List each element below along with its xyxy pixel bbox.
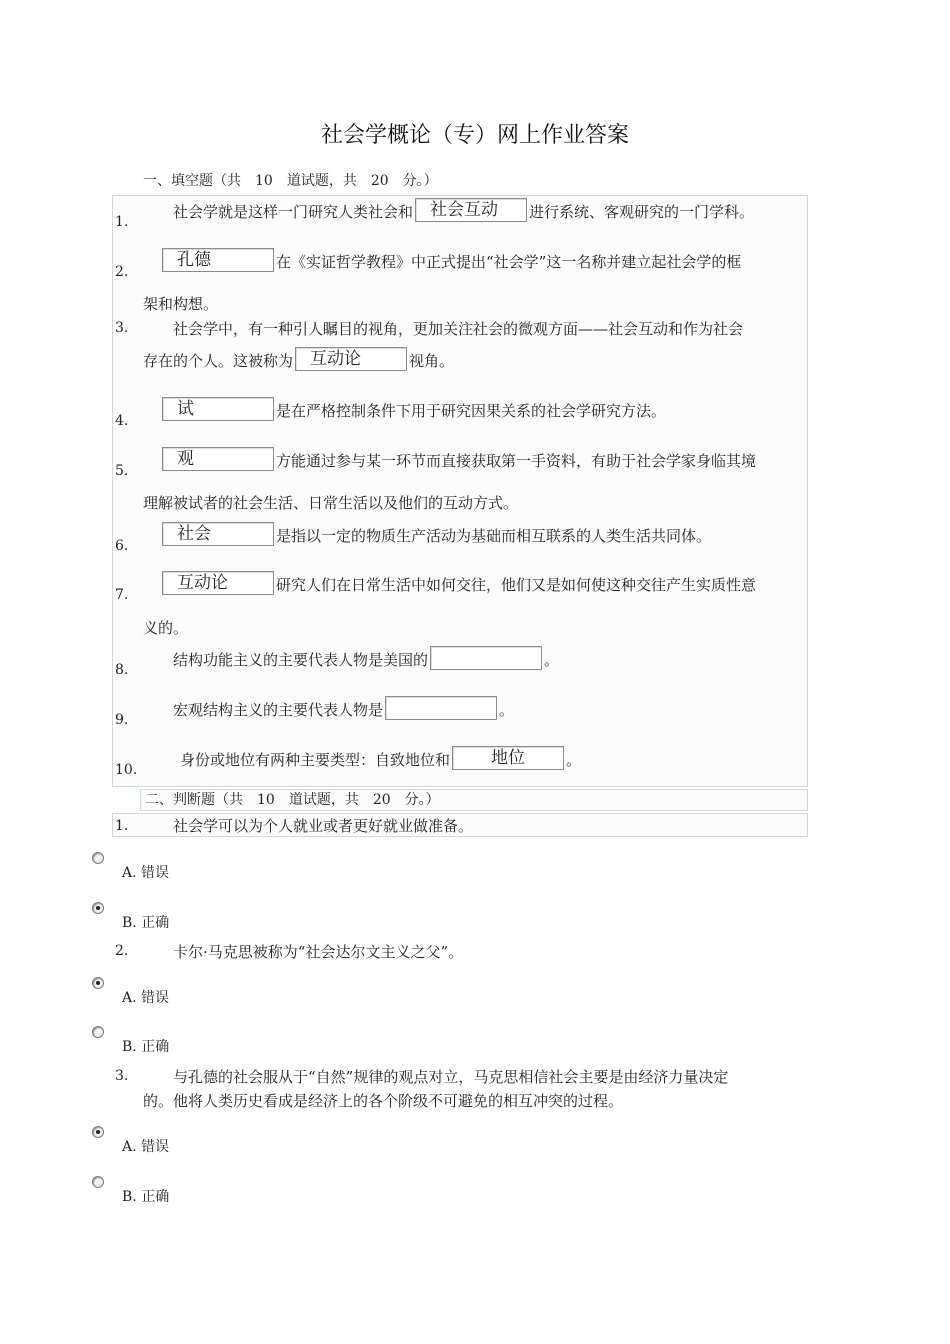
radio-q1-b[interactable] — [92, 902, 104, 914]
question-number: 10. — [115, 762, 138, 778]
option-label: A. 错误 — [122, 1139, 170, 1155]
option-label: A. 错误 — [122, 865, 170, 881]
option-label: B. 正确 — [122, 1189, 170, 1205]
question-number: 2. — [115, 943, 129, 959]
radio-q1-a[interactable] — [92, 852, 104, 864]
section1-heading: 一、填空题（共 10 道试题，共 20 分。） — [143, 173, 438, 189]
radio-q3-b[interactable] — [92, 1176, 104, 1188]
page-title: 社会学概论（专）网上作业答案 — [320, 123, 629, 148]
answer-input-9[interactable] — [385, 696, 497, 720]
fill-question-5: 观 方能通过参与某一环节而直接获取第一手资料，有助于社会学家身临其境 — [160, 447, 756, 471]
fill-question-6: 社会 是指以一定的物质生产活动为基础而相互联系的人类生活共同体。 — [160, 522, 711, 546]
answer-input-8[interactable] — [430, 646, 542, 670]
section2-heading: 二、判断题（共 10 道试题，共 20 分。） — [140, 789, 808, 811]
fill-question-8: 结构功能主义的主要代表人物是美国的 。 — [143, 646, 559, 670]
fill-question-2: 孔德 在《实证哲学教程》中正式提出“社会学”这一名称并建立起社会学的框 — [160, 248, 741, 272]
radio-q3-a[interactable] — [92, 1126, 104, 1138]
question-continuation: 理解被试者的社会生活、日常生活以及他们的互动方式。 — [143, 494, 519, 512]
question-number: 8. — [115, 662, 129, 678]
judge-question-3: 与孔德的社会服从于“自然”规律的观点对立，马克思相信社会主要是由经济力量决定 — [143, 1068, 729, 1086]
answer-input-5[interactable]: 观 — [162, 447, 274, 471]
question-number: 3. — [115, 1068, 129, 1084]
answer-input-2[interactable]: 孔德 — [162, 248, 274, 272]
judge-question-2: 卡尔·马克思被称为“社会达尔文主义之父”。 — [143, 943, 464, 961]
option-label: B. 正确 — [122, 1039, 170, 1055]
question-number: 6. — [115, 538, 129, 554]
question-number: 3. — [115, 320, 129, 336]
question-number: 9. — [115, 712, 129, 728]
fill-question-7: 互动论 研究人们在日常生活中如何交往，他们又是如何使这种交往产生实质性意 — [160, 571, 756, 595]
fill-question-3: 存在的个人。这被称为 互动论 视角。 — [143, 349, 455, 370]
fill-question-10: 身份或地位有两种主要类型：自致地位和 地位 。 — [150, 748, 582, 769]
question-number: 5. — [115, 463, 129, 479]
option-label: B. 正确 — [122, 915, 170, 931]
answer-input-4[interactable]: 试 — [162, 397, 274, 421]
question-number: 1. — [115, 818, 129, 834]
question-continuation: 的。他将人类历史看成是经济上的各个阶级不可避免的相互冲突的过程。 — [143, 1092, 624, 1110]
radio-q2-a[interactable] — [92, 977, 104, 989]
radio-q2-b[interactable] — [92, 1026, 104, 1038]
answer-input-1[interactable]: 社会互动 — [415, 198, 527, 222]
question-number: 2. — [115, 264, 129, 280]
question-number: 7. — [115, 587, 129, 603]
fill-question-9: 宏观结构主义的主要代表人物是 。 — [143, 696, 514, 720]
judge-question-1: 社会学可以为个人就业或者更好就业做准备。 — [143, 817, 474, 835]
question-continuation: 架和构想。 — [143, 295, 219, 313]
fill-question-3-line1: 社会学中，有一种引人瞩目的视角，更加关注社会的微观方面——社会互动和作为社会 — [143, 320, 744, 338]
answer-input-3[interactable]: 互动论 — [295, 347, 407, 371]
question-continuation: 义的。 — [143, 619, 189, 637]
question-number: 1. — [115, 214, 129, 230]
answer-input-6[interactable]: 社会 — [162, 522, 274, 546]
fill-question-1: 社会学就是这样一门研究人类社会和 社会互动 进行系统、客观研究的一门学科。 — [143, 200, 755, 221]
answer-input-7[interactable]: 互动论 — [162, 571, 274, 595]
question-number: 4. — [115, 413, 129, 429]
fill-question-4: 试 是在严格控制条件下用于研究因果关系的社会学研究方法。 — [160, 397, 666, 421]
answer-input-10[interactable]: 地位 — [452, 746, 564, 770]
option-label: A. 错误 — [122, 990, 170, 1006]
